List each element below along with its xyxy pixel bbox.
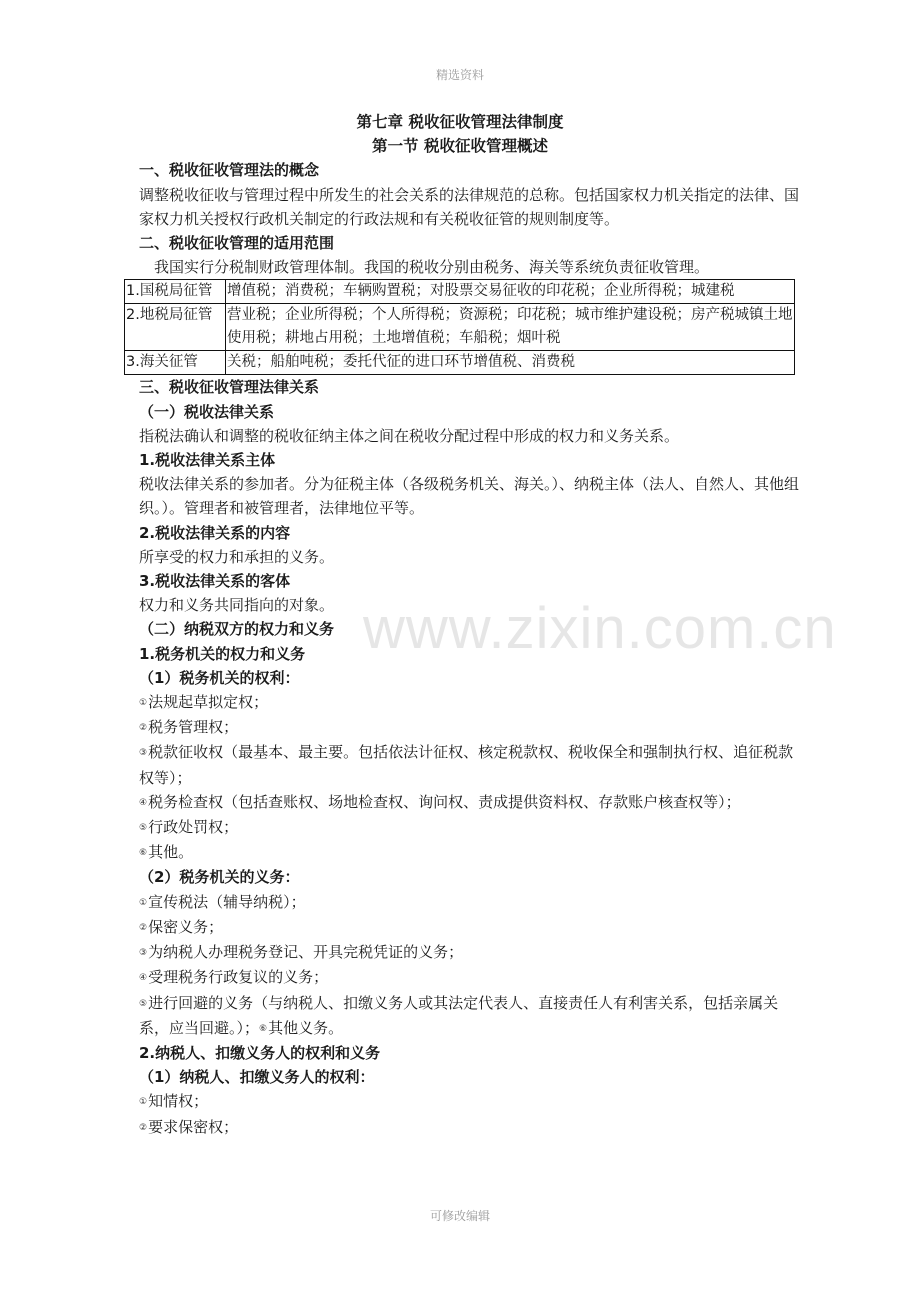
heading-legal-relation: 三、税收征收管理法律关系: [139, 378, 320, 397]
item-text: 进行回避的义务（与纳税人、扣缴义务人或其法定代表人、直接责任人有利害关系，包括亲属关系，应当回避。）；: [139, 993, 779, 1037]
list-item: [139, 1115, 799, 1140]
list-item: [139, 915, 799, 940]
item-marker: ④: [139, 797, 148, 808]
item-text: 保密义务；: [148, 917, 224, 936]
item-marker: ①: [139, 897, 148, 908]
list-item: [139, 840, 799, 865]
item-marker: ⑥: [139, 848, 148, 859]
item-text: 行政处罚权；: [148, 818, 239, 837]
list-item: [139, 965, 799, 990]
list-item: [139, 790, 764, 815]
list-item: [139, 715, 799, 740]
item-text: 受理税务行政复议的义务；: [148, 968, 329, 987]
document-body: [126, 110, 800, 1140]
paragraph-subject: 税收法律关系的参加者。分为征税主体（各级税务机关、海关。）、纳税主体（法人、自然人、其他组织。）。管理者和被管理者，法律地位平等。: [139, 475, 800, 518]
list-item: [139, 1089, 799, 1114]
paragraph-legal-relation: 指税法确认和调整的税收征纳主体之间在税收分配过程中形成的权力和义务关系。: [139, 426, 680, 445]
subheading-subject: 1.税收法律关系主体: [139, 451, 276, 470]
paragraph-object: 权力和义务共同指向的对象。: [139, 596, 335, 615]
table-cell-label: 3.海关征管: [125, 351, 226, 375]
table-cell-content: 营业税；企业所得税；个人所得税；资源税；印花税；城市维护建设税；房产税城镇土地使用税；耕地占用税；土地增值税；车船税；烟叶税: [226, 304, 795, 351]
item-marker: ②: [139, 1122, 148, 1133]
paragraph-scope: 我国实行分税制财政管理体制。我国的税收分别由税务、海关等系统负责征收管理。: [154, 258, 710, 277]
item-text: 宣传税法（辅导纳税）；: [148, 892, 306, 911]
tax-authority-table: [124, 279, 795, 375]
item-marker: ④: [139, 973, 148, 984]
item-marker: ①: [139, 1097, 148, 1108]
item-text: 税款征收权（最基本、最主要。包括依法计征权、核定税款权、税收保全和强制执行权、追征税款权等）；: [139, 743, 794, 787]
subheading-rights-duties: （二）纳税双方的权力和义务: [139, 620, 335, 639]
header-note: 精选资料: [435, 68, 484, 82]
subheading-tax-legal-relation: （一）税收法律关系: [139, 402, 275, 421]
watermark: www.zixin.com.cn: [363, 596, 837, 661]
heading-scope: 二、税收征收管理的适用范围: [139, 234, 335, 253]
table-cell-content: 增值税；消费税；车辆购置税；对股票交易征收的印花税；企业所得税；城建税: [226, 280, 795, 304]
subheading-authority-rights: （1）税务机关的权利：: [139, 668, 300, 687]
item-text: 其他义务。: [268, 1018, 344, 1037]
heading-concept: 一、税收征收管理法的概念: [139, 161, 320, 180]
table-row: [125, 304, 795, 351]
list-item: [139, 690, 799, 715]
item-marker: ③: [139, 748, 148, 759]
table-row: [125, 351, 795, 375]
subheading-authority-duties: （2）税务机关的义务：: [139, 868, 300, 887]
subheading-taxpayer: 2.纳税人、扣缴义务人的权利和义务: [139, 1043, 381, 1062]
item-text: 法规起草拟定权；: [148, 693, 269, 712]
table-row: [125, 280, 795, 304]
item-marker: ②: [139, 723, 148, 734]
item-text: 知情权；: [148, 1092, 209, 1111]
item-text: 其他。: [148, 843, 194, 862]
item-marker: ①: [139, 698, 148, 709]
table-cell-content: 关税；船舶吨税；委托代征的进口环节增值税、消费税: [226, 351, 795, 375]
item-text: 为纳税人办理税务登记、开具完税凭证的义务；: [148, 943, 464, 962]
table-cell-label: 1.国税局征管: [125, 280, 226, 304]
item-text: 税务检查权（包括查账权、场地检查权、询问权、责成提供资料权、存款账户核查权等）；: [148, 792, 741, 811]
item-marker: ③: [139, 948, 148, 959]
item-text: 要求保密权；: [148, 1117, 239, 1136]
item-marker: ②: [139, 922, 148, 933]
list-item: [139, 940, 799, 965]
item-marker: ⑤: [139, 823, 148, 834]
item-marker: ⑥: [259, 1023, 268, 1034]
list-item: [139, 740, 799, 789]
list-item: [139, 815, 799, 840]
list-item: [139, 991, 799, 1041]
item-text: 税务管理权；: [148, 718, 239, 737]
table-cell-label: 2.地税局征管: [125, 304, 226, 351]
item-marker: ⑤: [139, 998, 148, 1009]
footer-note: 可修改编辑: [429, 1209, 490, 1223]
subheading-object: 3.税收法律关系的客体: [139, 572, 291, 591]
paragraph-concept: 调整税收征收与管理过程中所发生的社会关系的法律规范的总称。包括国家权力机关指定的法律、国家权力机关授权行政机关制定的行政法规和有关税收征管的规则制度等。: [139, 185, 800, 228]
paragraph-content: 所享受的权力和承担的义务。: [139, 547, 335, 566]
section-title: 第一节 税收征收管理概述: [372, 137, 548, 156]
subheading-content: 2.税收法律关系的内容: [139, 523, 291, 542]
subheading-taxpayer-rights: （1）纳税人、扣缴义务人的权利：: [139, 1068, 375, 1087]
list-item: [139, 890, 799, 915]
subheading-tax-authority: 1.税务机关的权力和义务: [139, 644, 306, 663]
chapter-title: 第七章 税收征收管理法律制度: [356, 113, 564, 131]
